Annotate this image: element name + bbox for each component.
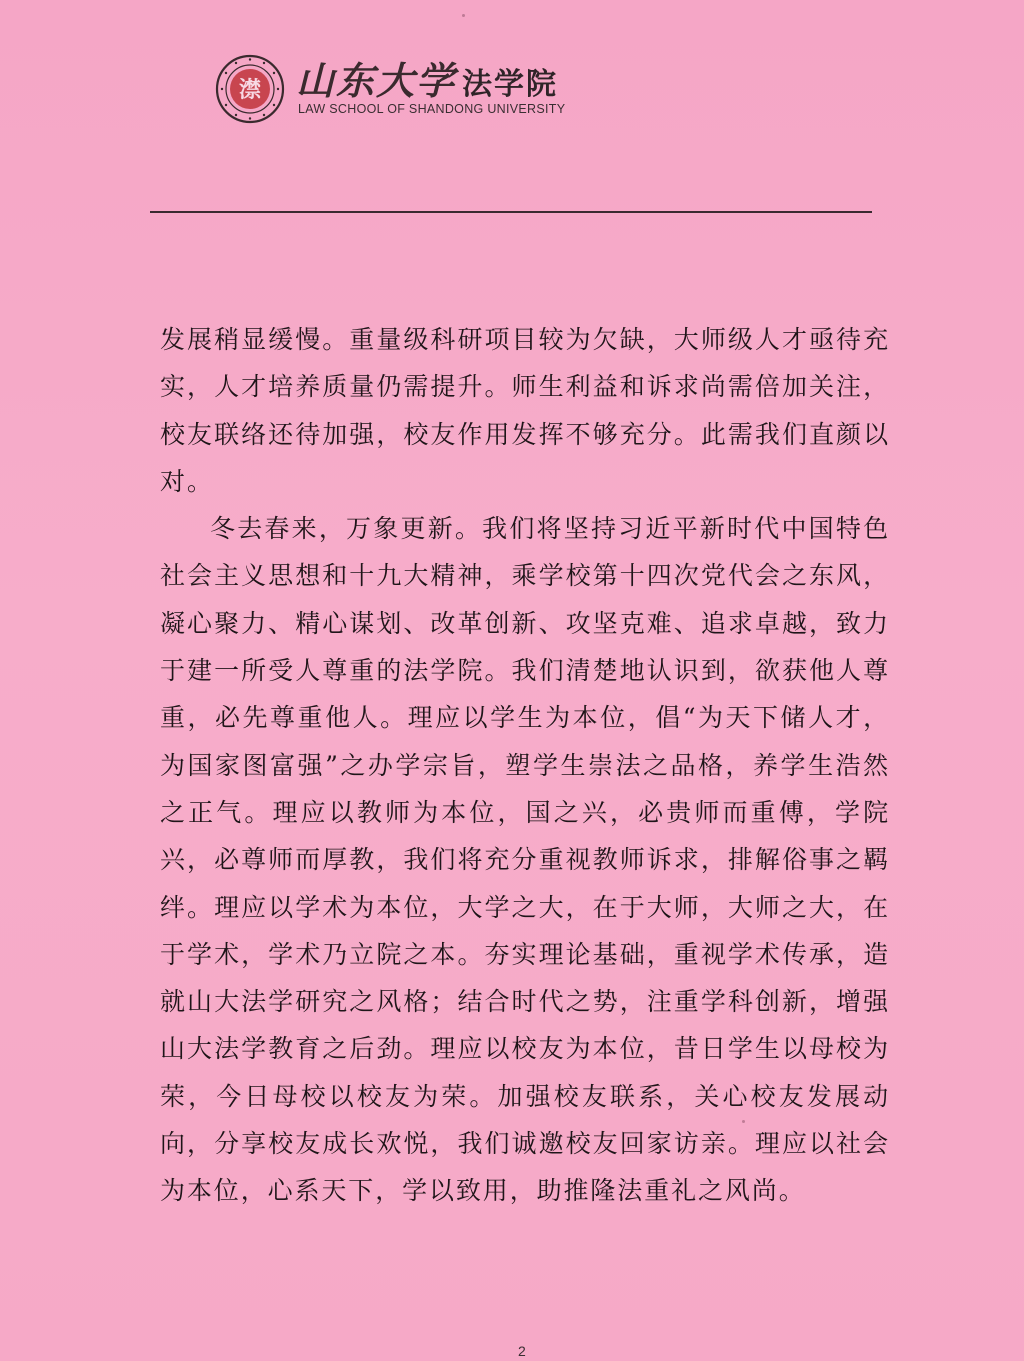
scan-speck	[462, 14, 465, 17]
university-seal-icon	[214, 53, 286, 125]
school-name-english: LAW SCHOOL OF SHANDONG UNIVERSITY	[298, 102, 566, 116]
scan-speck	[742, 1120, 745, 1123]
svg-text:澿: 澿	[238, 77, 262, 103]
letterhead-brand	[296, 50, 558, 105]
school-name: 法学院	[462, 67, 559, 102]
paragraph-2: 冬去春来，万象更新。我们将坚持习近平新时代中国特色社会主义思想和十九大精神，乘学校第十四次党代会之东风，凝心聚力、精心谋划、改革创新、攻坚克难、追求卓越，致力于建一所受人尊重的法学院。我们清楚地认识到，欲获他人尊重，必先尊重他人。理应以学生为本位，倡“为天下储人才，为国家图富强”之办学宗旨，塑学生崇法之品格，养学生浩然之正气。理应以教师为本位，国之兴，必贵师而重傅，学院兴，必尊师而厚教，我们将充分重视教师诉求，排解俗事之羁绊。理应以学术为本位，大学之大，在于大师，大师之大，在于学术，学术乃立院之本。夯实理论基础，重视学术传承，造就山大法学研究之风格；结合时代之势，注重学科创新，增强山大法学教育之后劲。理应以校友为本位，昔日学生以母校为荣，今日母校以校友为荣。加强校友联系，关心校友发展动向，分享校友成长欢悦，我们诚邀校友回家访亲。理应以社会为本位，心系天下，学以致用，助推隆法重礼之风尚。	[160, 514, 890, 1206]
letter-body	[160, 316, 890, 1215]
paragraph-1: 发展稍显缓慢。重量级科研项目较为欠缺，大师级人才亟待充实，人才培养质量仍需提升。师生利益和诉求尚需倍加关注，校友联络还待加强，校友作用发挥不够充分。此需我们直颜以对。	[160, 325, 890, 496]
letterhead-divider	[150, 211, 872, 213]
page-number: 2	[518, 1343, 526, 1359]
university-name: 山东大学	[296, 58, 457, 103]
